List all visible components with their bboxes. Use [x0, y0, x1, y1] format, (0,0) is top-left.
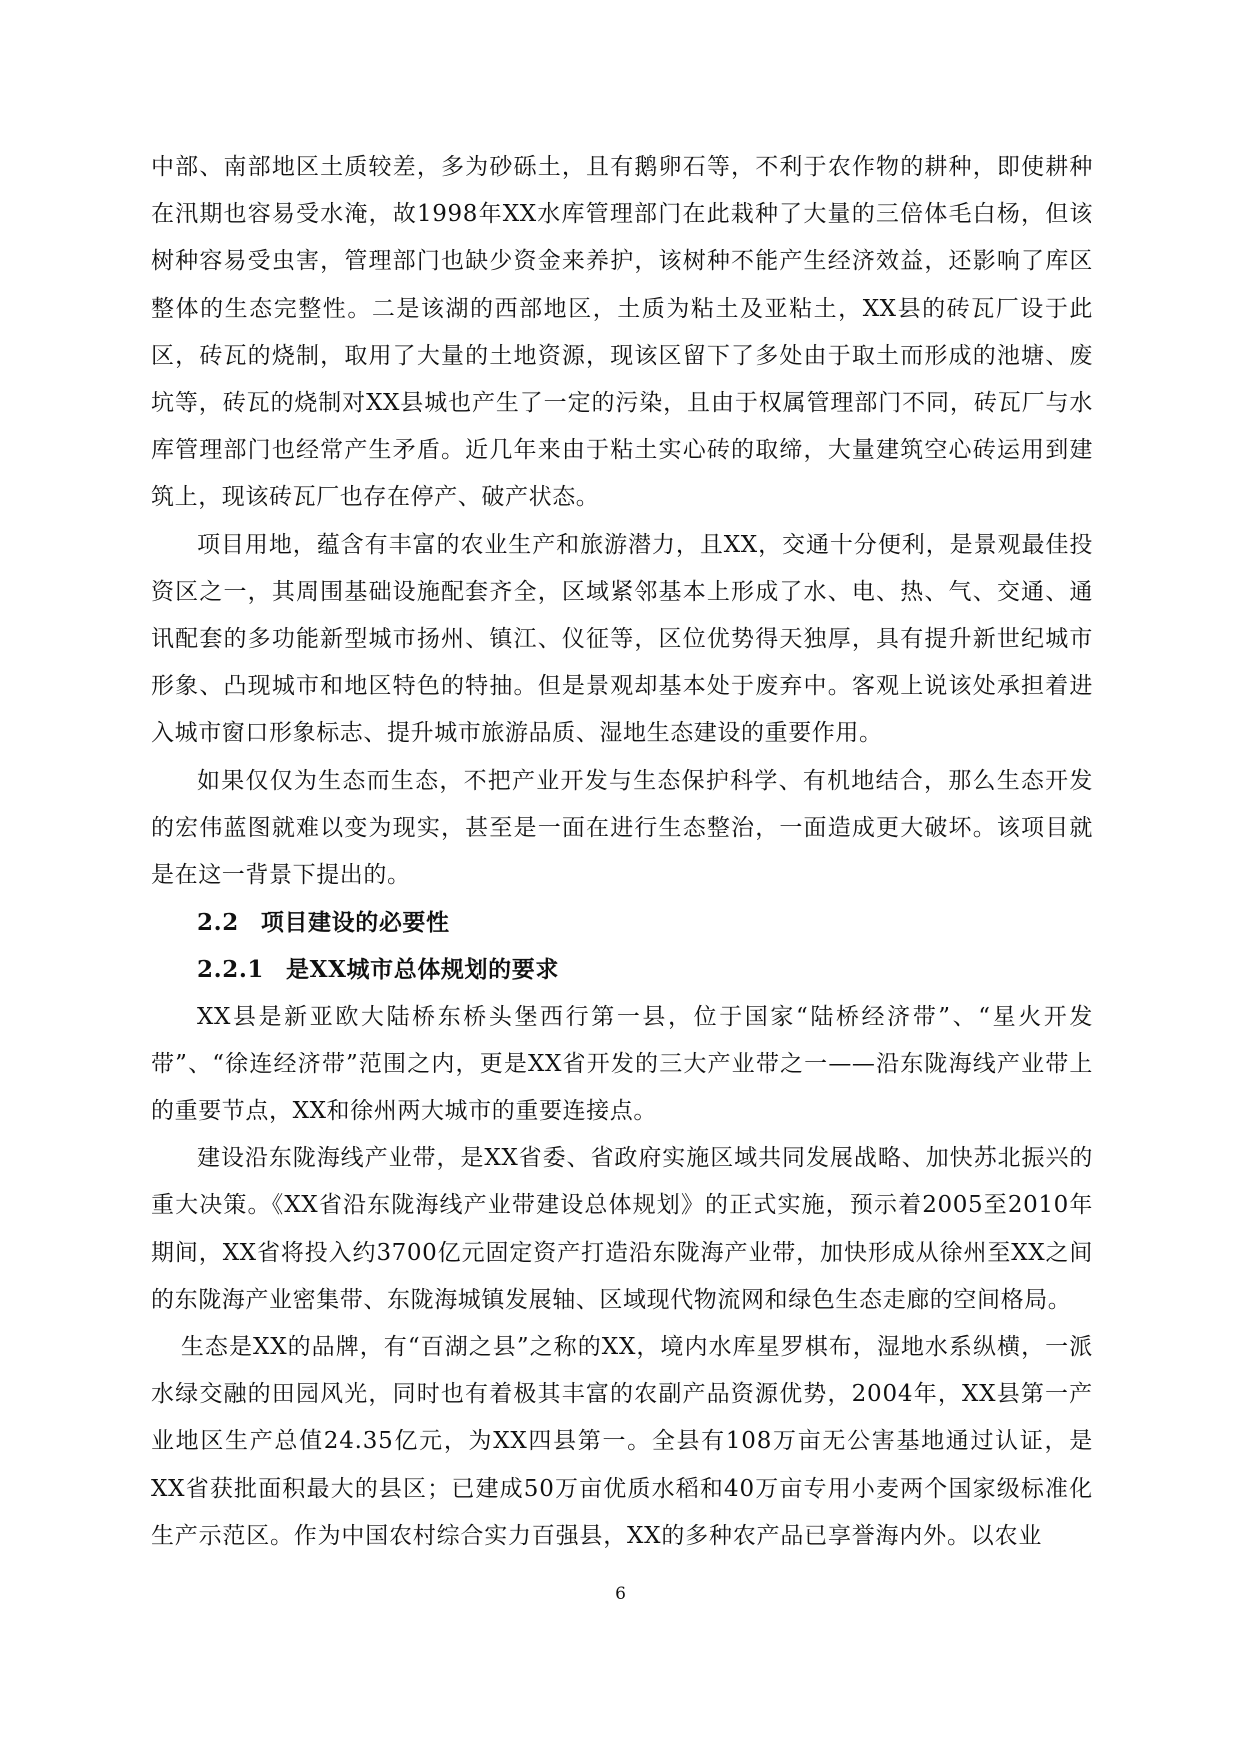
paragraph-3: 如果仅仅为生态而生态，不把产业开发与生态保护科学、有机地结合，那么生态开发的宏伟蓝图就难以变为现实，甚至是一面在进行生态整治，一面造成更大破坏。该项目就是在这一背景下提出的。	[151, 767, 1093, 889]
subsection-title: 是XX城市总体规划的要求	[286, 956, 559, 984]
section-title: 项目建设的必要性	[260, 909, 450, 937]
section-heading	[151, 899, 1093, 946]
paragraph-5: 建设沿东陇海线产业带，是XX省委、省政府实施区域共同发展战略、加快苏北振兴的重大决策。《XX省沿东陇海线产业带建设总体规划》的正式实施，预示着2005至2010年期间，XX省将投入约3700亿元固定资产打造沿东陇海产业带，加快形成从徐州至XX之间的东陇海产业密集带、东陇海城镇发展轴、区域现代物流网和绿色生态走廊的空间格局。	[151, 1145, 1093, 1313]
page-body	[151, 144, 1093, 1560]
paragraph-2: 项目用地，蕴含有丰富的农业生产和旅游潜力，且XX，交通十分便利，是景观最佳投资区之一，其周围基础设施配套齐全，区域紧邻基本上形成了水、电、热、气、交通、通讯配套的多功能新型城市扬州、镇江、仪征等，区位优势得天独厚，具有提升新世纪城市形象、凸现城市和地区特色的特抽。但是景观却基本处于废弃中。客观上说该处承担着进入城市窗口形象标志、提升城市旅游品质、湿地生态建设的重要作用。	[151, 531, 1093, 747]
page-number: 6	[615, 1584, 626, 1604]
paragraph-4: XX县是新亚欧大陆桥东桥头堡西行第一县，位于国家“陆桥经济带”、“星火开发带”、“徐连经济带”范围之内，更是XX省开发的三大产业带之一——沿东陇海线产业带上的重要节点，XX和徐州两大城市的重要连接点。	[151, 1003, 1093, 1125]
paragraph-1: 中部、南部地区土质较差，多为砂砾土，且有鹅卵石等，不利于农作物的耕种，即使耕种在汛期也容易受水淹，故1998年XX水库管理部门在此栽种了大量的三倍体毛白杨，但该树种容易受虫害，管理部门也缺少资金来养护，该树种不能产生经济效益，还影响了库区整体的生态完整性。二是该湖的西部地区，土质为粘土及亚粘土，XX县的砖瓦厂设于此区，砖瓦的烧制，取用了大量的土地资源，现该区留下了多处由于取土而形成的池塘、废坑等，砖瓦的烧制对XX县城也产生了一定的污染，且由于权属管理部门不同，砖瓦厂与水库管理部门也经常产生矛盾。近几年来由于粘土实心砖的取缔，大量建筑空心砖运用到建筑上，现该砖瓦厂也存在停产、破产状态。	[151, 154, 1093, 511]
section-number: 2.2	[197, 909, 239, 937]
subsection-number: 2.2.1	[197, 956, 265, 984]
paragraph-6: 生态是XX的品牌，有“百湖之县”之称的XX，境内水库星罗棋布，湿地水系纵横，一派水绿交融的田园风光，同时也有着极其丰富的农副产品资源优势，2004年，XX县第一产业地区生产总值24.35亿元，为XX四县第一。全县有108万亩无公害基地通过认证，是XX省获批面积最大的县区；已建成50万亩优质水稻和40万亩专用小麦两个国家级标准化生产示范区。作为中国农村综合实力百强县，XX的多种农产品已享誉海内外。以农业	[151, 1334, 1093, 1549]
subsection-heading	[151, 946, 1093, 993]
